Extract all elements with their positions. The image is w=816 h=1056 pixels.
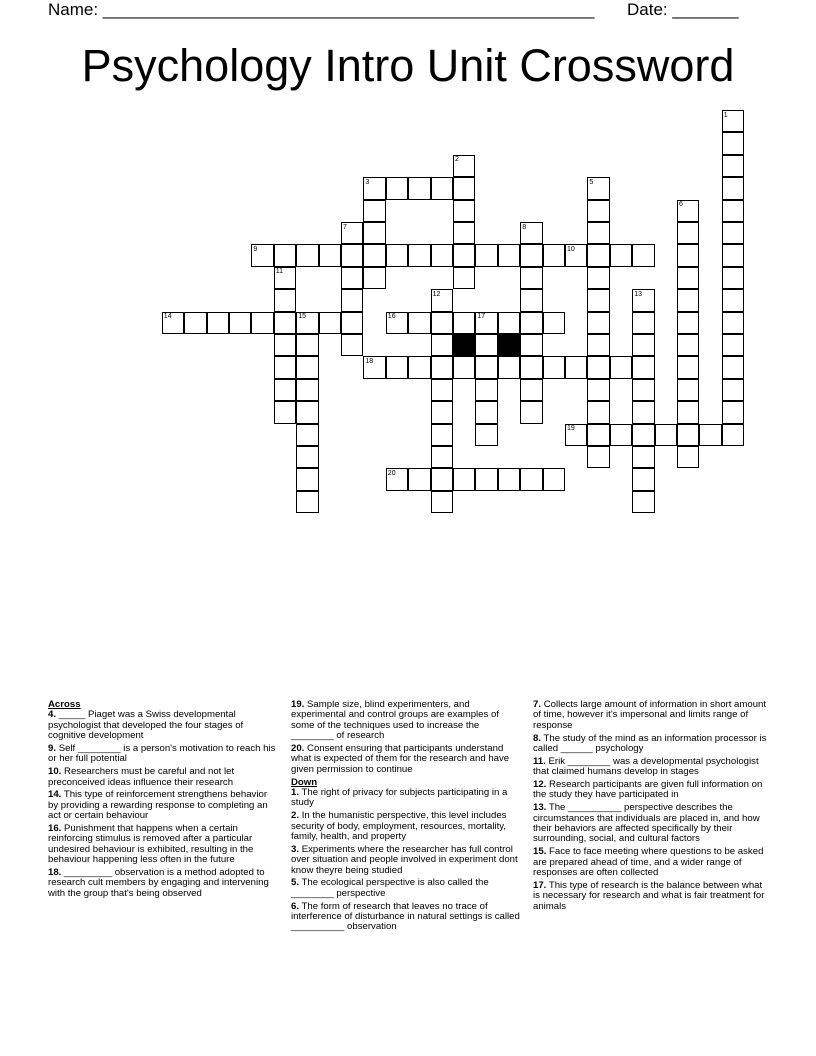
grid-cell[interactable] <box>520 267 542 289</box>
grid-cell[interactable] <box>498 244 520 266</box>
grid-cell[interactable] <box>274 334 296 356</box>
grid-cell[interactable] <box>431 379 453 401</box>
grid-cell[interactable] <box>475 334 497 356</box>
grid-cell[interactable] <box>431 401 453 423</box>
grid-cell[interactable] <box>722 334 744 356</box>
grid-cell[interactable] <box>677 334 699 356</box>
clue-down-17 <box>533 881 769 912</box>
grid-cell[interactable] <box>722 267 744 289</box>
grid-cell[interactable] <box>453 468 475 490</box>
clue-across-18 <box>48 868 278 899</box>
grid-cell[interactable] <box>341 334 363 356</box>
grid-cell[interactable] <box>296 446 318 468</box>
clue-across-19 <box>291 700 523 742</box>
grid-cell[interactable] <box>677 244 699 266</box>
grid-cell[interactable] <box>431 446 453 468</box>
grid-cell[interactable] <box>677 379 699 401</box>
down-heading: Down <box>291 776 318 788</box>
clues-column-1 <box>48 700 278 902</box>
grid-cell[interactable] <box>296 468 318 490</box>
grid-cell[interactable] <box>722 222 744 244</box>
grid-cell[interactable] <box>341 312 363 334</box>
black-cell <box>453 334 475 356</box>
grid-cell[interactable] <box>274 289 296 311</box>
clue-text: _________ observation is a method adopted to research cult members by engaging and intervening with the group that's being observed <box>48 867 269 899</box>
grid-cell[interactable] <box>587 356 609 378</box>
clue-text: In the humanistic perspective, this level includes security of body, employment, resources, mortality, family, health, and property <box>291 810 507 843</box>
grid-cell[interactable] <box>587 244 609 266</box>
clue-text: Erik ________ was a developmental psychologist that claimed humans develop in stages <box>533 755 759 778</box>
clue-number: 20. <box>291 743 305 755</box>
cell-number: 12 <box>432 290 441 298</box>
clue-text: Researchers must be careful and not let preconceived ideas influence their research <box>48 766 235 788</box>
grid-cell[interactable] <box>296 356 318 378</box>
grid-cell[interactable] <box>632 424 654 446</box>
grid-cell[interactable] <box>408 177 430 199</box>
grid-cell[interactable] <box>543 468 565 490</box>
grid-cell[interactable] <box>498 312 520 334</box>
grid-cell[interactable] <box>610 424 632 446</box>
grid-cell[interactable] <box>632 244 654 266</box>
clue-number: 7. <box>533 699 542 710</box>
clue-text: The study of the mind as an information processor is called ______ psychology <box>533 732 767 755</box>
grid-cell[interactable] <box>498 468 520 490</box>
cell-number: 3 <box>365 178 370 186</box>
grid-cell[interactable] <box>408 356 430 378</box>
clue-number: 19. <box>291 699 305 710</box>
grid-cell[interactable] <box>363 244 385 266</box>
grid-cell[interactable] <box>632 446 654 468</box>
grid-cell[interactable] <box>520 312 542 334</box>
clue-number: 5. <box>291 877 300 889</box>
grid-cell[interactable] <box>296 424 318 446</box>
clue-text: Collects large amount of information in short amount of time, however it's impersonal and limits range of response <box>533 699 767 731</box>
grid-cell[interactable] <box>453 312 475 334</box>
clue-across-16 <box>48 824 278 866</box>
grid-cell[interactable] <box>722 289 744 311</box>
cell-number: 2 <box>455 156 459 164</box>
clue-down-5 <box>291 878 523 899</box>
grid-cell[interactable] <box>677 289 699 311</box>
grid-cell[interactable] <box>722 356 744 378</box>
grid-cell[interactable] <box>722 177 744 199</box>
clue-number: 17. <box>533 879 547 891</box>
clue-text: Self ________ is a person's motivation to reach his or her full potential <box>48 743 276 765</box>
grid-cell[interactable] <box>475 401 497 423</box>
grid-cell[interactable] <box>677 222 699 244</box>
grid-cell[interactable] <box>363 222 385 244</box>
cell-number: 18 <box>365 357 374 365</box>
grid-cell[interactable] <box>475 468 497 490</box>
grid-cell[interactable] <box>655 424 677 446</box>
grid-cell[interactable] <box>677 267 699 289</box>
clue-number: 8. <box>533 732 542 744</box>
cell-number: 17 <box>477 313 486 321</box>
grid-cell[interactable] <box>386 356 408 378</box>
clue-number: 4. <box>48 709 57 721</box>
grid-cell[interactable] <box>431 468 453 490</box>
clue-down-15 <box>533 847 769 878</box>
grid-cell[interactable] <box>632 334 654 356</box>
clue-text: Face to face meeting where questions to be asked are prepared ahead of time, and a wider range of responses are often collected <box>533 846 764 879</box>
grid-cell[interactable] <box>610 356 632 378</box>
clue-number: 16. <box>48 823 62 835</box>
grid-cell[interactable] <box>587 446 609 468</box>
grid-cell[interactable] <box>632 312 654 334</box>
grid-cell[interactable] <box>296 401 318 423</box>
grid-cell[interactable] <box>587 289 609 311</box>
grid-cell[interactable] <box>543 244 565 266</box>
grid-cell[interactable] <box>520 244 542 266</box>
grid-cell[interactable] <box>520 334 542 356</box>
grid-cell[interactable] <box>296 379 318 401</box>
grid-cell[interactable] <box>363 200 385 222</box>
cell-number: 5 <box>589 178 594 186</box>
grid-cell[interactable] <box>677 312 699 334</box>
clue-number: 15. <box>533 846 547 858</box>
grid-cell[interactable] <box>431 244 453 266</box>
grid-cell[interactable] <box>431 356 453 378</box>
grid-cell[interactable] <box>274 356 296 378</box>
grid-cell[interactable] <box>363 267 385 289</box>
clue-number: 11. <box>533 755 546 767</box>
grid-cell[interactable] <box>587 401 609 423</box>
grid-cell[interactable] <box>453 200 475 222</box>
clue-down-8 <box>533 734 769 755</box>
grid-cell[interactable] <box>520 468 542 490</box>
grid-cell[interactable] <box>453 267 475 289</box>
grid-cell[interactable] <box>722 244 744 266</box>
grid-cell[interactable] <box>632 468 654 490</box>
grid-cell[interactable] <box>274 312 296 334</box>
clue-text: Research participants are given full information on the study they have participated in <box>533 779 763 801</box>
grid-cell[interactable] <box>498 356 520 378</box>
grid-cell[interactable] <box>520 356 542 378</box>
grid-cell[interactable] <box>475 356 497 378</box>
grid-cell[interactable] <box>453 244 475 266</box>
cell-number: 1 <box>723 111 728 119</box>
grid-cell[interactable] <box>296 334 318 356</box>
grid-cell[interactable] <box>677 356 699 378</box>
clue-text: The right of privacy for subjects participating in a study <box>291 787 508 809</box>
black-cell <box>498 334 520 356</box>
clue-number: 18. <box>48 867 62 879</box>
clue-text: Consent ensuring that participants understand what is expected of them for the research and have given permission to continue <box>291 743 510 775</box>
grid-cell[interactable] <box>722 200 744 222</box>
cell-number: 10 <box>567 245 575 253</box>
cell-number: 9 <box>253 245 258 253</box>
cell-number: 8 <box>522 223 527 231</box>
grid-cell[interactable] <box>408 312 430 334</box>
clue-down-13 <box>533 803 769 845</box>
grid-cell[interactable] <box>632 379 654 401</box>
grid-cell[interactable] <box>677 446 699 468</box>
clue-across-20 <box>291 744 523 775</box>
clue-number: 6. <box>291 900 300 912</box>
grid-cell[interactable] <box>274 401 296 423</box>
grid-cell[interactable] <box>520 379 542 401</box>
grid-cell[interactable] <box>475 244 497 266</box>
clue-text: Sample size, blind experimenters, and experimental and control groups are examples of some of the techniques used to increase the ________ of research <box>291 699 499 742</box>
grid-cell[interactable] <box>408 244 430 266</box>
grid-cell[interactable] <box>453 177 475 199</box>
grid-cell[interactable] <box>722 312 744 334</box>
clue-across-14 <box>48 790 278 821</box>
clue-down-6 <box>291 902 523 933</box>
clue-across-4 <box>48 710 278 741</box>
grid-cell[interactable] <box>587 424 609 446</box>
grid-cell[interactable] <box>453 356 475 378</box>
grid-cell[interactable] <box>207 312 229 334</box>
grid-cell[interactable] <box>722 424 744 446</box>
clue-text: The form of research that leaves no trace of interference of disturbance in natural settings is called __________ observation <box>291 900 520 933</box>
grid-cell[interactable] <box>587 200 609 222</box>
clue-across-10 <box>48 767 278 788</box>
clue-number: 9. <box>48 743 57 755</box>
clue-number: 13. <box>533 802 547 814</box>
grid-cell[interactable] <box>431 177 453 199</box>
grid-cell[interactable] <box>475 424 497 446</box>
grid-cell[interactable] <box>632 356 654 378</box>
grid-cell[interactable] <box>722 155 744 177</box>
grid-cell[interactable] <box>431 424 453 446</box>
grid-cell[interactable] <box>520 289 542 311</box>
cell-number: 14 <box>163 313 172 321</box>
grid-cell[interactable] <box>587 267 609 289</box>
grid-cell[interactable] <box>722 132 744 154</box>
grid-cell[interactable] <box>341 244 363 266</box>
cell-number: 13 <box>634 290 642 298</box>
grid-cell[interactable] <box>386 244 408 266</box>
clue-number: 12. <box>533 779 547 791</box>
cell-number: 7 <box>343 223 347 231</box>
clue-down-12 <box>533 780 769 801</box>
grid-cell[interactable] <box>587 222 609 244</box>
grid-cell[interactable] <box>475 379 497 401</box>
grid-cell[interactable] <box>722 379 744 401</box>
grid-cell[interactable] <box>341 289 363 311</box>
grid-cell[interactable] <box>229 312 251 334</box>
page-title: Psychology Intro Unit Crossword <box>81 40 735 91</box>
grid-cell[interactable] <box>296 244 318 266</box>
cell-number: 19 <box>567 425 575 433</box>
grid-cell[interactable] <box>251 312 273 334</box>
cell-number: 6 <box>679 201 683 209</box>
clue-down-7 <box>533 700 769 731</box>
clue-text: The ecological perspective is also called the ________ perspective <box>291 877 489 899</box>
grid-cell[interactable] <box>520 401 542 423</box>
cell-number: 11 <box>275 268 284 276</box>
grid-cell[interactable] <box>632 491 654 513</box>
grid-cell[interactable] <box>677 424 699 446</box>
clue-down-2 <box>291 811 523 842</box>
name-field-label: Name: ____________________________________________________ <box>48 0 595 19</box>
grid-cell[interactable] <box>677 401 699 423</box>
grid-cell[interactable] <box>341 267 363 289</box>
clue-number: 2. <box>291 810 300 822</box>
grid-cell[interactable] <box>319 312 341 334</box>
grid-cell[interactable] <box>274 244 296 266</box>
grid-cell[interactable] <box>453 222 475 244</box>
grid-cell[interactable] <box>431 312 453 334</box>
cell-number: 20 <box>387 469 396 477</box>
grid-cell[interactable] <box>543 312 565 334</box>
grid-cell[interactable] <box>296 491 318 513</box>
clue-number: 1. <box>291 787 300 799</box>
grid-cell[interactable] <box>699 424 721 446</box>
clues-column-2 <box>291 700 523 935</box>
clue-text: The __________ perspective describes the circumstances that individuals are placed in, and how their behaviors are affected specifically by their surrounding, social, and cultural factors <box>533 802 760 845</box>
grid-cell[interactable] <box>632 401 654 423</box>
clue-number: 3. <box>291 843 300 855</box>
grid-cell[interactable] <box>431 334 453 356</box>
clue-number: 14. <box>48 789 62 801</box>
grid-cell[interactable] <box>587 379 609 401</box>
clue-down-1 <box>291 788 523 809</box>
grid-cell[interactable] <box>274 379 296 401</box>
grid-cell[interactable] <box>408 468 430 490</box>
grid-cell[interactable] <box>431 491 453 513</box>
clue-number: 10. <box>48 766 62 778</box>
grid-cell[interactable] <box>587 312 609 334</box>
clue-text: Punishment that happens when a certain reinforcing stimulus is removed after a particular undesired behaviour is exhibited, resulting in the behaviour happening less often in the future <box>48 823 254 866</box>
cell-number: 15 <box>298 313 306 321</box>
across-heading: Across <box>48 699 81 710</box>
grid-cell[interactable] <box>386 177 408 199</box>
grid-cell[interactable] <box>565 356 587 378</box>
grid-cell[interactable] <box>543 356 565 378</box>
grid-cell[interactable] <box>587 334 609 356</box>
clue-text: This type of research is the balance between what is necessary for research and what is fair treatment for animals <box>533 879 765 912</box>
clues-column-3 <box>533 700 769 914</box>
clue-text: This type of reinforcement strengthens behavior by providing a rewarding response to completing an act or certain behaviour <box>48 789 268 822</box>
grid-cell[interactable] <box>722 401 744 423</box>
clue-text: _____ Piaget was a Swiss developmental psychologist that developed the four stages of cognitive development <box>48 709 244 742</box>
clue-text: Experiments where the researcher has full control over situation and people involved in experiment dont know theyre being studied <box>291 843 518 876</box>
grid-cell[interactable] <box>319 244 341 266</box>
grid-cell[interactable] <box>610 244 632 266</box>
clue-down-11 <box>533 757 769 778</box>
grid-cell[interactable] <box>184 312 206 334</box>
date-field-label: Date: _______ <box>627 0 739 19</box>
cell-number: 16 <box>387 313 396 321</box>
clue-across-9 <box>48 744 278 765</box>
clue-down-3 <box>291 845 523 876</box>
